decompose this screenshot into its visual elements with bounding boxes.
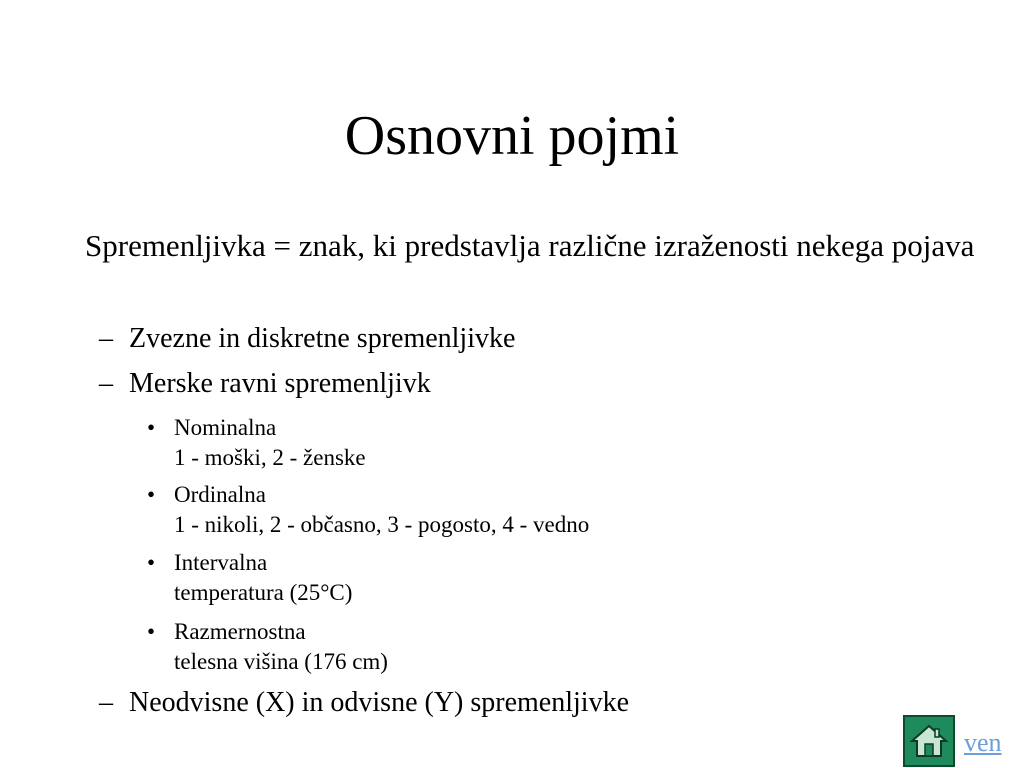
subpoint-continuous-discrete bbox=[99, 322, 515, 356]
dash-marker: – bbox=[99, 368, 113, 399]
level-name: Intervalna bbox=[174, 550, 268, 575]
dash-marker: – bbox=[99, 323, 113, 354]
slide-title: Osnovni pojmi bbox=[344, 105, 680, 167]
subpoint-measurement-levels bbox=[99, 367, 431, 401]
house-icon bbox=[909, 721, 949, 761]
level-example: 1 - moški, 2 - ženske bbox=[174, 445, 366, 470]
dash-marker: – bbox=[99, 687, 113, 718]
home-button[interactable] bbox=[903, 715, 955, 767]
bullet-marker: • bbox=[147, 550, 156, 575]
level-example: temperatura (25°C) bbox=[174, 580, 353, 605]
subpoint-text: Zvezne in diskretne spremenljivke bbox=[129, 323, 516, 354]
bullet-marker: • bbox=[147, 415, 156, 440]
subpoint-text: Neodvisne (X) in odvisne (Y) spremenljivke bbox=[129, 687, 629, 718]
bullet-marker: • bbox=[147, 619, 156, 644]
intro-definition: Spremenljivka = znak, ki predstavlja različne izraženosti nekega pojava bbox=[85, 228, 975, 263]
exit-link[interactable]: ven bbox=[964, 728, 1002, 757]
level-example: 1 - nikoli, 2 - občasno, 3 - pogosto, 4 - vedno bbox=[174, 512, 590, 537]
subpoint-independent-dependent bbox=[99, 686, 629, 720]
level-name: Ordinalna bbox=[174, 482, 266, 507]
level-name: Razmernostna bbox=[174, 619, 306, 644]
level-example: telesna višina (176 cm) bbox=[174, 649, 388, 674]
level-name: Nominalna bbox=[174, 415, 277, 440]
bullet-marker: • bbox=[147, 482, 156, 507]
subpoint-text: Merske ravni spremenljivk bbox=[129, 368, 431, 399]
